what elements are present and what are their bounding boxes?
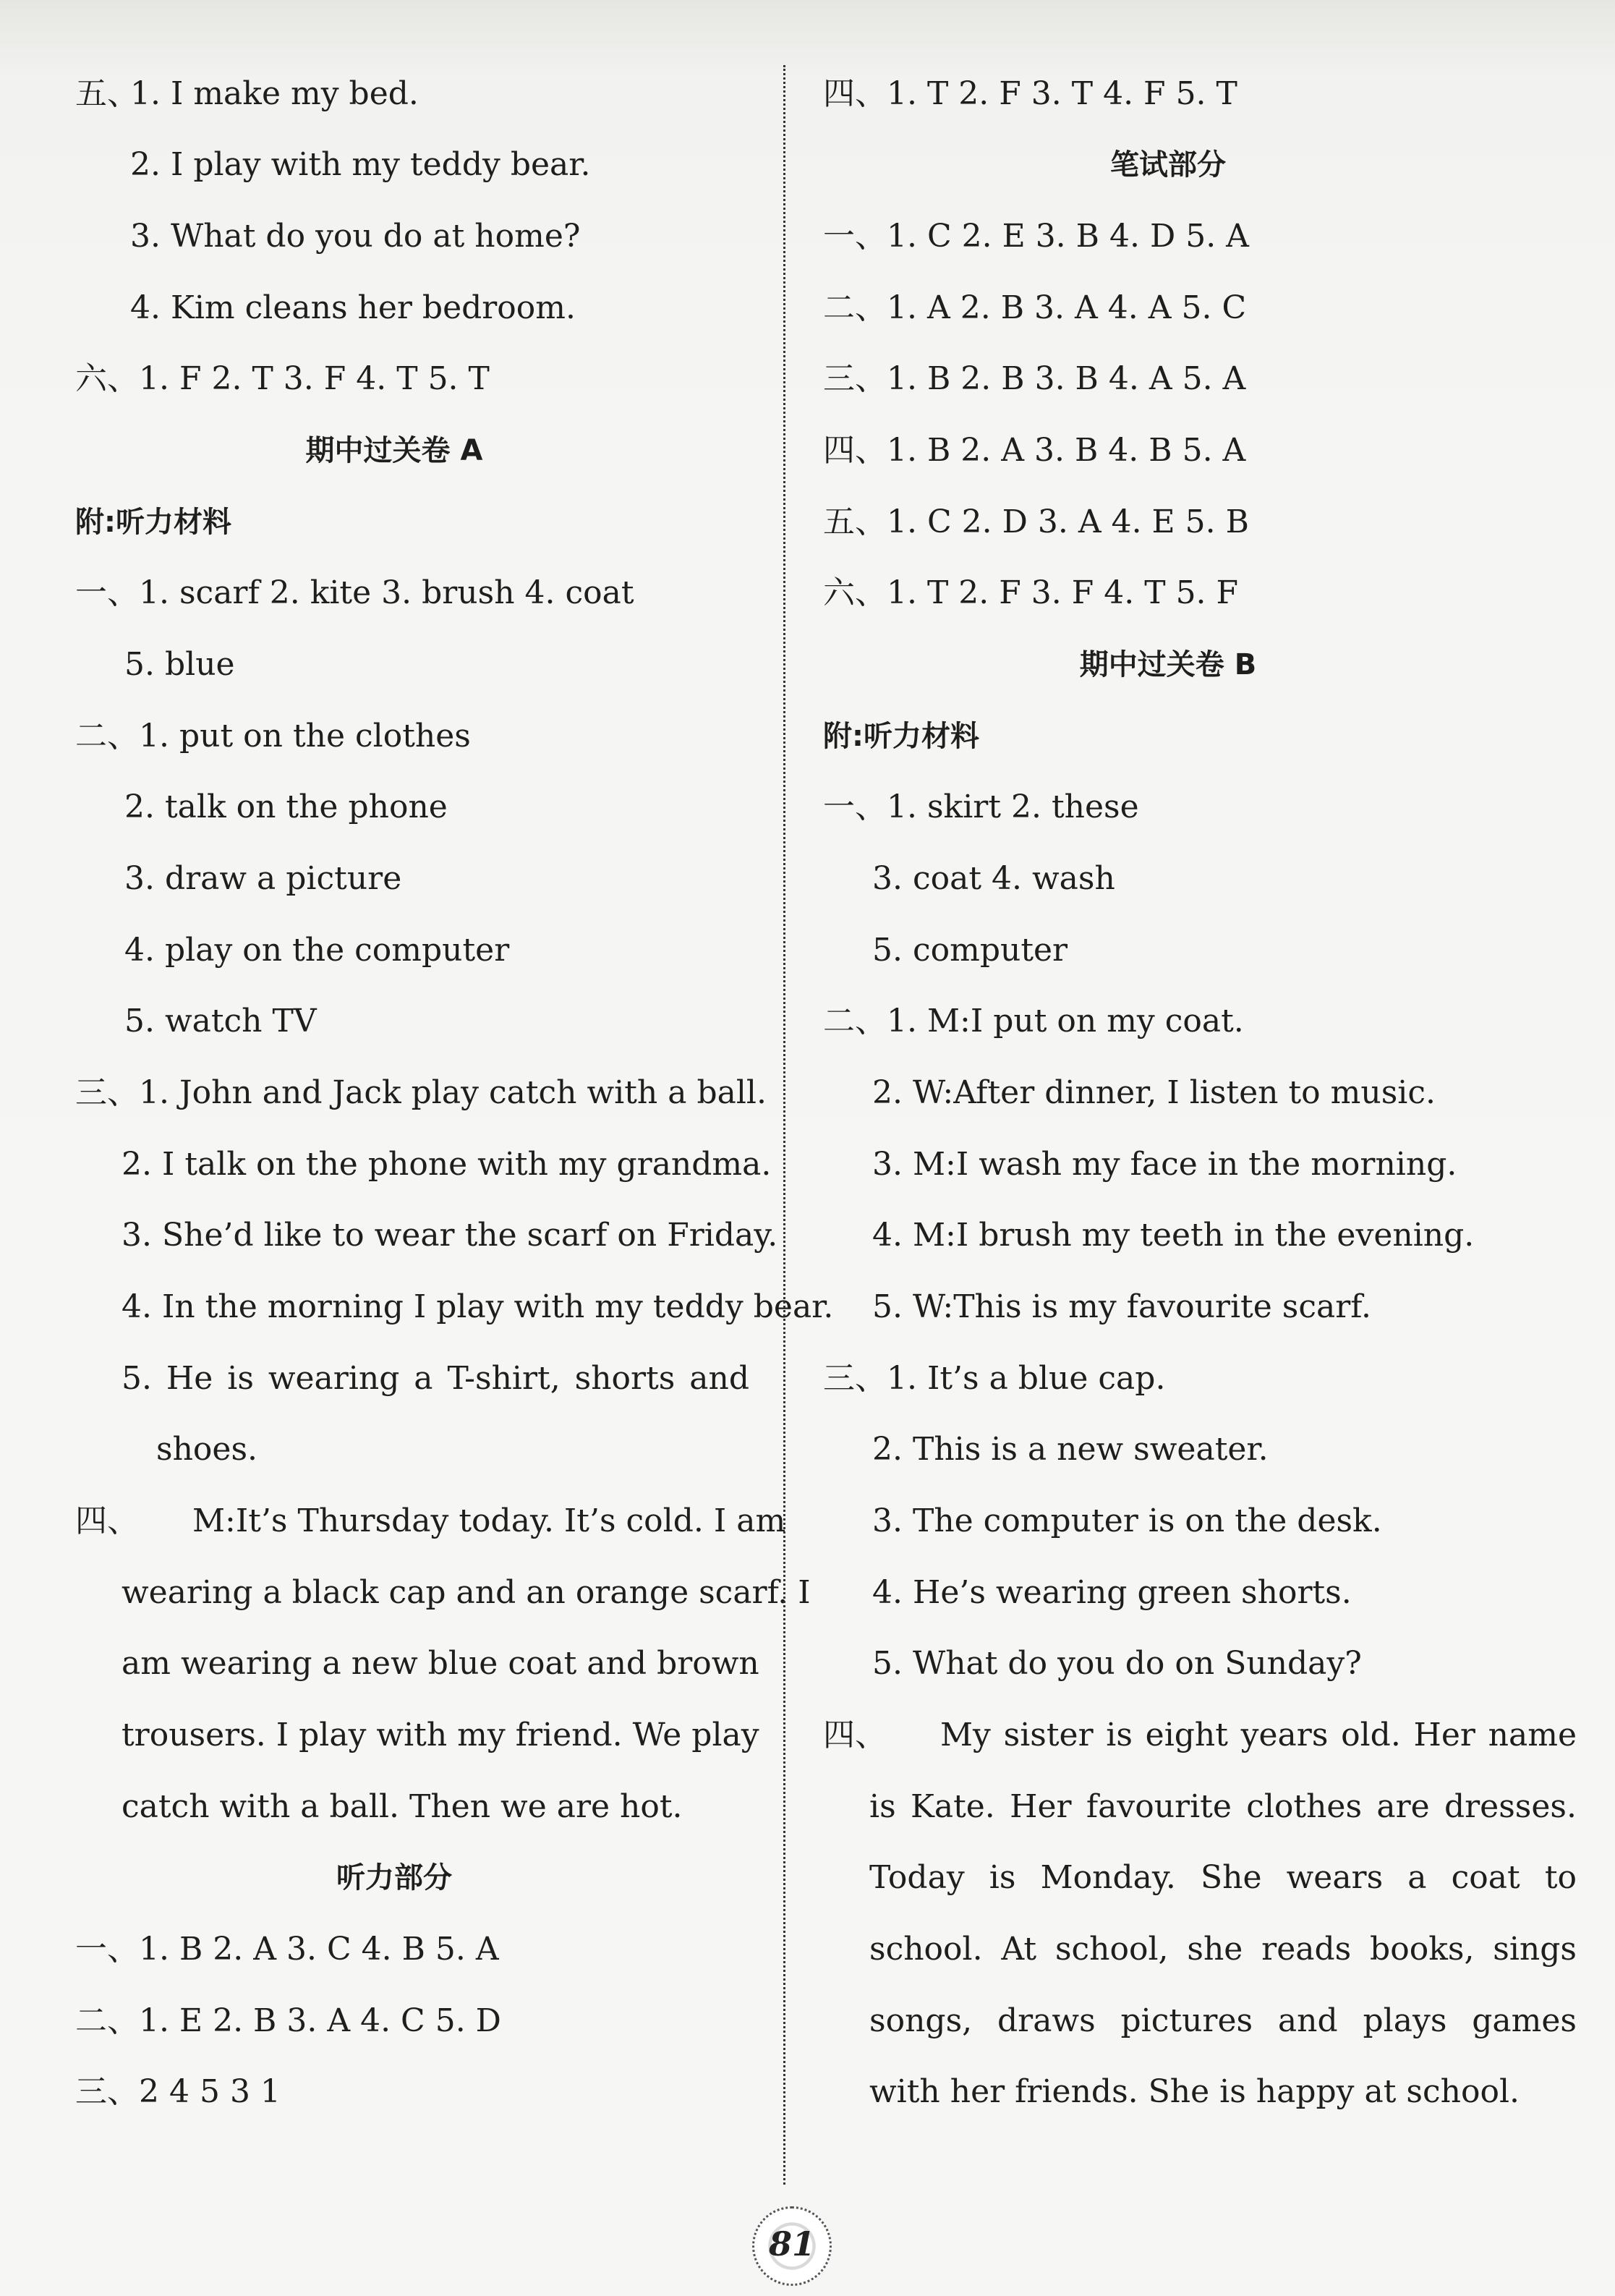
l3-line-4: 4. In the morning I play with my teddy bear. [122, 1288, 834, 1325]
m1-line-1: 一、1. skirt 2. these [823, 788, 1139, 825]
listening-material-label: 附:听力材料 [75, 506, 231, 539]
l1-line-1: 一、1. scarf 2. kite 3. brush 4. coat [75, 574, 634, 611]
midterm-a-title: 期中过关卷 A [305, 434, 483, 467]
m4-line-2: is Kate. Her favourite clothes are dresses. [869, 1788, 1577, 1825]
m4-line-1: My sister is eight years old. Her name [940, 1717, 1577, 1753]
s5-item-3: 3. What do you do at home? [130, 218, 581, 255]
b5-answers: 五、1. C 2. D 3. A 4. E 5. B [823, 503, 1249, 540]
l2-line-1: 二、1. put on the clothes [75, 718, 471, 754]
l2-line-5: 5. watch TV [124, 1003, 317, 1039]
page-number-badge [752, 2206, 832, 2286]
m1-line-3: 5. computer [872, 932, 1068, 969]
column-divider [783, 65, 785, 2185]
m4-line-4: school. At school, she reads books, sings [869, 1931, 1577, 1968]
section-5-prefix: 五、 [75, 75, 139, 112]
s5-item-1: 1. I make my bed. [130, 75, 419, 112]
t2-answers: 二、1. E 2. B 3. A 4. C 5. D [75, 2002, 501, 2039]
b2-answers: 二、1. A 2. B 3. A 4. A 5. C [823, 289, 1247, 326]
listening-material-label-b: 附:听力材料 [823, 720, 979, 753]
m3-line-5: 5. What do you do on Sunday? [872, 1645, 1362, 1682]
l2-line-2: 2. talk on the phone [124, 788, 448, 825]
b1-answers: 一、1. C 2. E 3. B 4. D 5. A [823, 218, 1249, 255]
m3-line-3: 3. The computer is on the desk. [872, 1502, 1382, 1539]
l2-line-3: 3. draw a picture [124, 860, 402, 897]
listening-section-title: 听力部分 [336, 1861, 452, 1895]
t1-answers: 一、1. B 2. A 3. C 4. B 5. A [75, 1931, 499, 1968]
l4-line-3: am wearing a new blue coat and brown [122, 1645, 759, 1682]
m2-line-2: 2. W:After dinner, I listen to music. [872, 1074, 1436, 1111]
l3-line-1: 三、1. John and Jack play catch with a ball. [75, 1074, 767, 1111]
m2-line-1: 二、1. M:I put on my coat. [823, 1003, 1244, 1039]
m1-line-2: 3. coat 4. wash [872, 860, 1115, 897]
l4-prefix: 四、 [75, 1502, 139, 1539]
m4-line-6: with her friends. She is happy at school. [869, 2073, 1520, 2110]
m3-line-1: 三、1. It’s a blue cap. [823, 1360, 1166, 1397]
midterm-b-title: 期中过关卷 B [1079, 648, 1257, 681]
r4-answers: 四、1. T 2. F 3. T 4. F 5. T [823, 75, 1237, 112]
s5-item-2: 2. I play with my teddy bear. [130, 146, 591, 183]
l1-line-2: 5. blue [124, 646, 235, 683]
written-section-title: 笔试部分 [1110, 148, 1226, 182]
m3-line-4: 4. He’s wearing green shorts. [872, 1574, 1352, 1611]
l3-line-6: shoes. [156, 1431, 258, 1468]
l4-line-4: trousers. I play with my friend. We play [122, 1717, 759, 1753]
l2-line-4: 4. play on the computer [124, 932, 510, 969]
t3-answers: 三、2 4 5 3 1 [75, 2073, 281, 2110]
s5-item-4: 4. Kim cleans her bedroom. [130, 289, 576, 326]
l3-line-5: 5. He is wearing a T-shirt, shorts and [122, 1360, 749, 1397]
l4-line-1: M:It’s Thursday today. It’s cold. I am [192, 1502, 786, 1539]
l4-line-5: catch with a ball. Then we are hot. [122, 1788, 683, 1825]
section-6-answers: 六、1. F 2. T 3. F 4. T 5. T [75, 360, 490, 397]
l3-line-3: 3. She’d like to wear the scarf on Friday. [122, 1217, 778, 1254]
m2-line-4: 4. M:I brush my teeth in the evening. [872, 1217, 1475, 1254]
l4-line-2: wearing a black cap and an orange scarf. I [122, 1574, 811, 1611]
b6-answers: 六、1. T 2. F 3. F 4. T 5. F [823, 574, 1239, 611]
m3-line-2: 2. This is a new sweater. [872, 1431, 1269, 1468]
m2-line-5: 5. W:This is my favourite scarf. [872, 1288, 1371, 1325]
m4-line-3: Today is Monday. She wears a coat to [869, 1859, 1577, 1896]
b3-answers: 三、1. B 2. B 3. B 4. A 5. A [823, 360, 1246, 397]
b4-answers: 四、1. B 2. A 3. B 4. B 5. A [823, 432, 1246, 469]
l3-line-2: 2. I talk on the phone with my grandma. [122, 1146, 772, 1183]
page-number: 81 [768, 2224, 815, 2263]
m4-line-5: songs, draws pictures and plays games [869, 2002, 1577, 2039]
m2-line-3: 3. M:I wash my face in the morning. [872, 1146, 1457, 1183]
m4-prefix: 四、 [823, 1717, 887, 1753]
